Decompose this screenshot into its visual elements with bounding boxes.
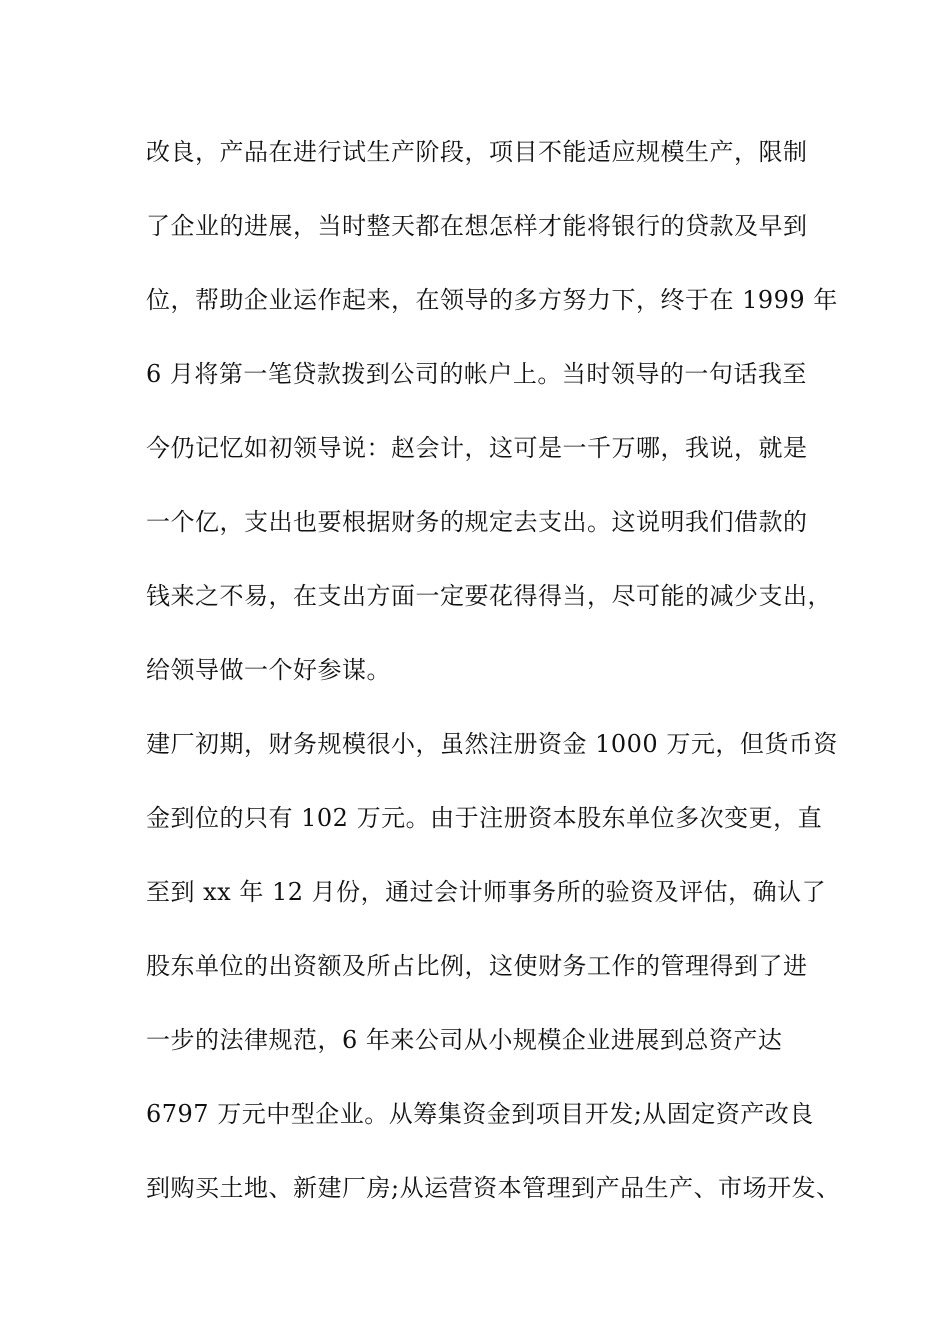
text-line: 6797 万元中型企业。从筹集资金到项目开发;从固定资产改良 — [146, 1100, 814, 1128]
text-line: 钱来之不易，在支出方面一定要花得得当，尽可能的减少支出， — [146, 582, 832, 610]
text-line: 了企业的进展，当时整天都在想怎样才能将银行的贷款及早到 — [146, 212, 808, 240]
text-line: 一个亿，支出也要根据财务的规定去支出。这说明我们借款的 — [146, 508, 808, 536]
text-line: 位，帮助企业运作起来，在领导的多方努力下，终于在 1999 年 — [146, 286, 838, 314]
text-line: 6 月将第一笔贷款拨到公司的帐户上。当时领导的一句话我至 — [146, 360, 807, 388]
text-line: 股东单位的出资额及所占比例，这使财务工作的管理得到了进 — [146, 952, 808, 980]
text-line: 到购买土地、新建厂房;从运营资本管理到产品生产、市场开发、 — [146, 1174, 841, 1202]
text-line: 今仍记忆如初领导说：赵会计，这可是一千万哪，我说，就是 — [146, 434, 808, 462]
text-line: 至到 xx 年 12 月份，通过会计师事务所的验资及评估，确认了 — [146, 878, 827, 906]
text-line: 金到位的只有 102 万元。由于注册资本股东单位多次变更，直 — [146, 804, 823, 832]
text-line: 给领导做一个好参谋。 — [146, 656, 391, 684]
text-line: 改良，产品在进行试生产阶段，项目不能适应规模生产，限制 — [146, 138, 808, 166]
text-line: 建厂初期，财务规模很小，虽然注册资金 1000 万元，但货币资 — [146, 730, 838, 758]
text-line: 一步的法律规范，6 年来公司从小规模企业进展到总资产达 — [146, 1026, 783, 1054]
